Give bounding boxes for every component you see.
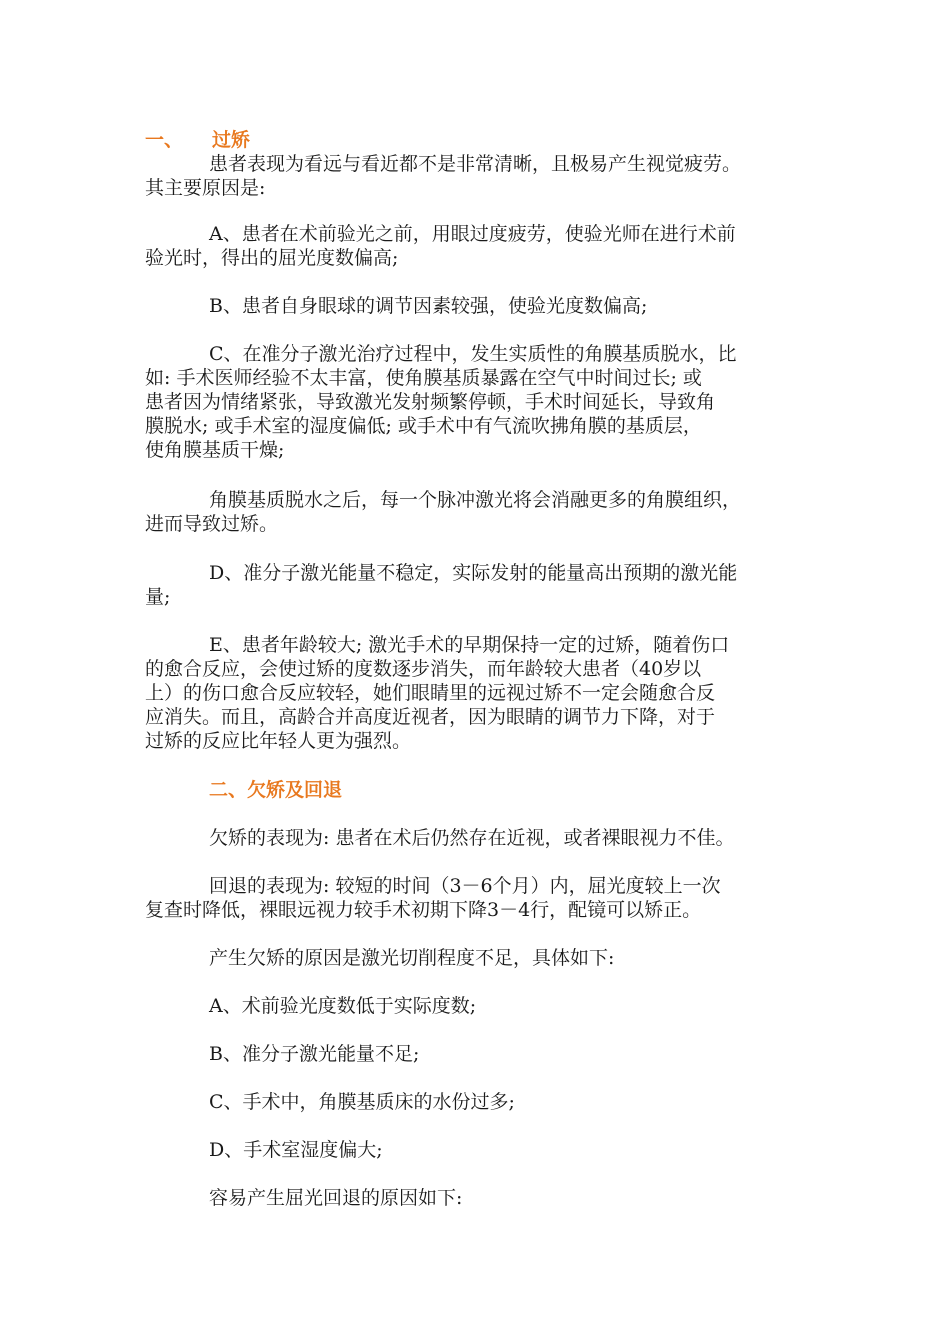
paragraph-line: 产生欠矫的原因是激光切削程度不足，具体如下:: [209, 947, 615, 969]
paragraph-line: 患者因为情绪紧张，导致激光发射频繁停顿，手术时间延长，导致角: [145, 391, 716, 413]
section1-number: 一、: [145, 129, 184, 151]
section1-title: 过矫: [212, 129, 251, 151]
paragraph-line: 患者表现为看远与看近都不是非常清晰，且极易产生视觉疲劳。: [209, 153, 742, 175]
paragraph-line: D、准分子激光能量不稳定，实际发射的能量高出预期的激光能: [209, 562, 738, 584]
paragraph-line: 进而导致过矫。: [145, 513, 279, 535]
paragraph-line: E、患者年龄较大; 激光手术的早期保持一定的过矫，随着伤口: [209, 634, 730, 656]
paragraph-line: 容易产生屈光回退的原因如下:: [209, 1187, 463, 1209]
paragraph-line: 验光时，得出的屈光度数偏高;: [145, 247, 399, 269]
paragraph-line: 欠矫的表现为: 患者在术后仍然存在近视，或者裸眼视力不佳。: [209, 827, 735, 849]
list-item: A、术前验光度数低于实际度数;: [209, 995, 477, 1017]
list-item: C、手术中，角膜基质床的水份过多;: [209, 1091, 515, 1113]
paragraph-line: 其主要原因是:: [145, 177, 266, 199]
paragraph-line: 如: 手术医师经验不太丰富，使角膜基质暴露在空气中时间过长; 或: [145, 367, 702, 389]
list-item: D、手术室湿度偏大;: [209, 1139, 383, 1161]
list-item: B、准分子激光能量不足;: [209, 1043, 420, 1065]
paragraph-line: 回退的表现为: 较短的时间（3－6个月）内，屈光度较上一次: [209, 875, 721, 897]
paragraph-line: C、在准分子激光治疗过程中，发生实质性的角膜基质脱水，比: [209, 343, 737, 365]
paragraph-line: 角膜基质脱水之后，每一个脉冲激光将会消融更多的角膜组织，: [209, 489, 742, 511]
paragraph-line: A、患者在术前验光之前，用眼过度疲劳，使验光师在进行术前: [209, 223, 736, 245]
paragraph-line: 上）的伤口愈合反应较轻，她们眼睛里的远视过矫不一定会随愈合反: [145, 682, 716, 704]
paragraph-line: 的愈合反应，会使过矫的度数逐步消失，而年龄较大患者（40岁以: [145, 658, 702, 680]
paragraph-line: 应消失。而且，高龄合并高度近视者，因为眼睛的调节力下降，对于: [145, 706, 716, 728]
paragraph-line: 量;: [145, 586, 171, 608]
paragraph-line: 膜脱水; 或手术室的湿度偏低; 或手术中有气流吹拂角膜的基质层，: [145, 415, 702, 437]
paragraph-line: 复查时降低，裸眼远视力较手术初期下降3－4行，配镜可以矫正。: [145, 899, 702, 921]
paragraph-line: B、患者自身眼球的调节因素较强，使验光度数偏高;: [209, 295, 648, 317]
paragraph-line: 使角膜基质干燥;: [145, 439, 285, 461]
paragraph-line: 过矫的反应比年轻人更为强烈。: [145, 730, 412, 752]
section2-title: 二、欠矫及回退: [209, 779, 343, 801]
